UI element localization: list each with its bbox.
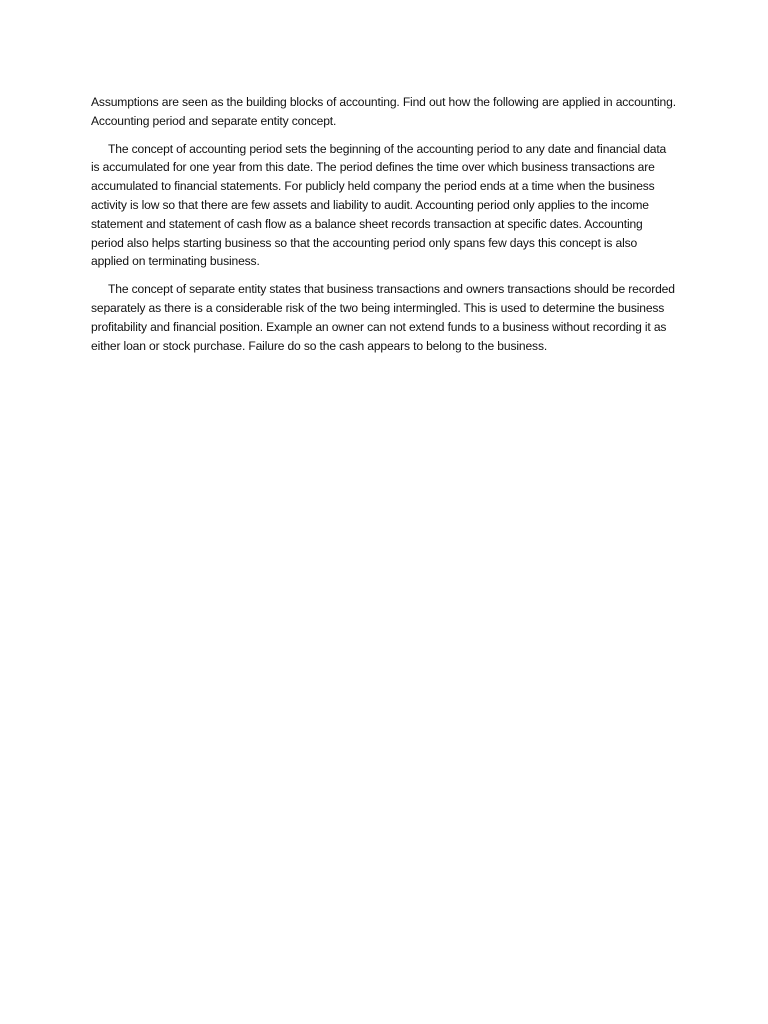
intro-paragraph: Assumptions are seen as the building blocks of accounting. Find out how the following are applied in accounting. Accounting period and separate entity concept. <box>91 95 676 128</box>
separate-entity-paragraph: The concept of separate entity states that business transactions and owners transactions should be recorded separately as there is a considerable risk of the two being intermingled. This is used to determine the business profitability and financial position. Example an owner can not extend funds to a business without recording it as either loan or stock purchase. Failure do so the cash appears to belong to the business. <box>91 282 675 353</box>
accounting-period-paragraph: The concept of accounting period sets the beginning of the accounting period to any date and financial data is accumulated for one year from this date. The period defines the time over which business transactions are accumulated to financial statements. For publicly held company the period ends at a time when the business activity is low so that there are few assets and liability to audit. Accounting period only applies to the income statement and statement of cash flow as a balance sheet records transaction at specific dates. Accounting period also helps starting business so that the accounting period only spans few days this concept is also applied on terminating business. <box>91 141 667 269</box>
document-body <box>91 93 676 364</box>
